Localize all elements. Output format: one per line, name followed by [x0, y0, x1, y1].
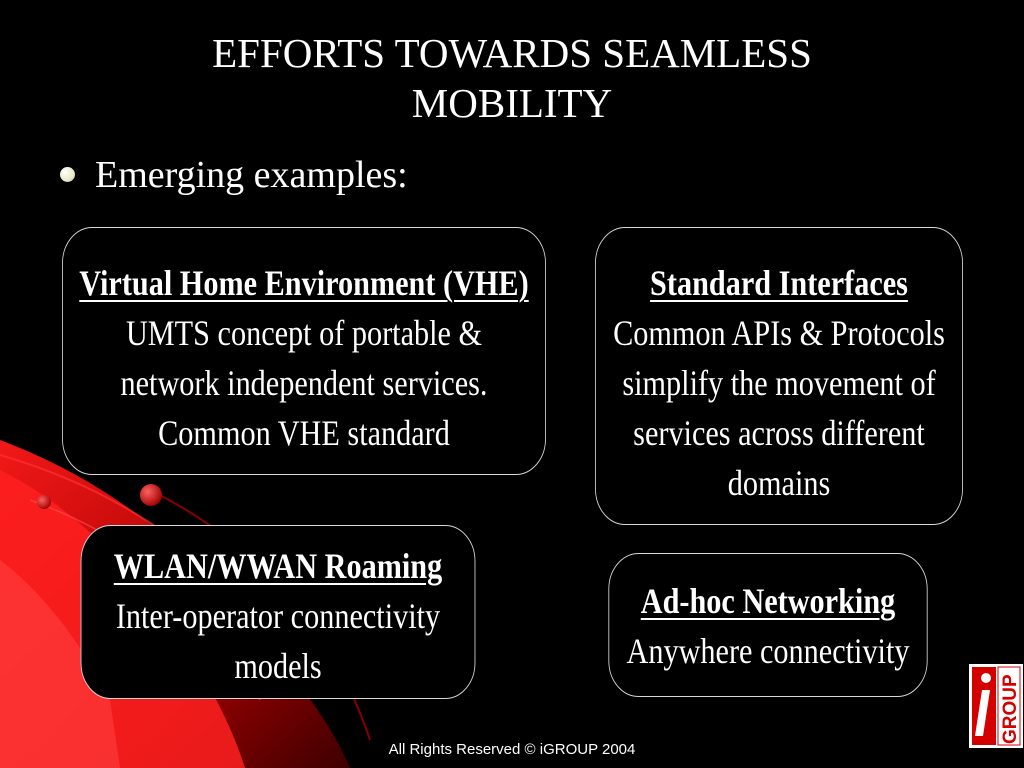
adhoc-box [608, 553, 927, 697]
standard-interfaces-heading: Standard Interfaces [650, 263, 908, 303]
slide-title [150, 28, 874, 128]
vhe-body: UMTS concept of portable & network independent services. Common VHE standard [120, 313, 488, 453]
bullet-dot-icon [60, 167, 75, 182]
adhoc-heading: Ad-hoc Networking [640, 581, 896, 621]
adhoc-body: Anywhere connectivity [626, 631, 910, 671]
logo-text: GROUP [1000, 674, 1021, 744]
bullet-item [60, 152, 408, 198]
roaming-heading: WLAN/WWAN Roaming [113, 546, 443, 586]
bullet-text: Emerging examples: [95, 154, 408, 196]
vhe-box [62, 227, 546, 475]
standard-interfaces-body: Common APIs & Protocols simplify the movement of services across different domains [613, 313, 945, 503]
slide-title-line-2: MOBILITY [411, 80, 613, 126]
footer-copyright: All Rights Reserved © iGROUP 2004 [388, 741, 636, 758]
slide-title-line-1: EFFORTS TOWARDS SEAMLESS [212, 30, 812, 76]
vhe-heading: Virtual Home Environment (VHE) [79, 263, 529, 303]
standard-interfaces-box [595, 227, 963, 525]
roaming-body: Inter-operator connectivity models [115, 596, 441, 686]
roaming-box [81, 525, 476, 699]
igroup-logo [969, 664, 1023, 748]
